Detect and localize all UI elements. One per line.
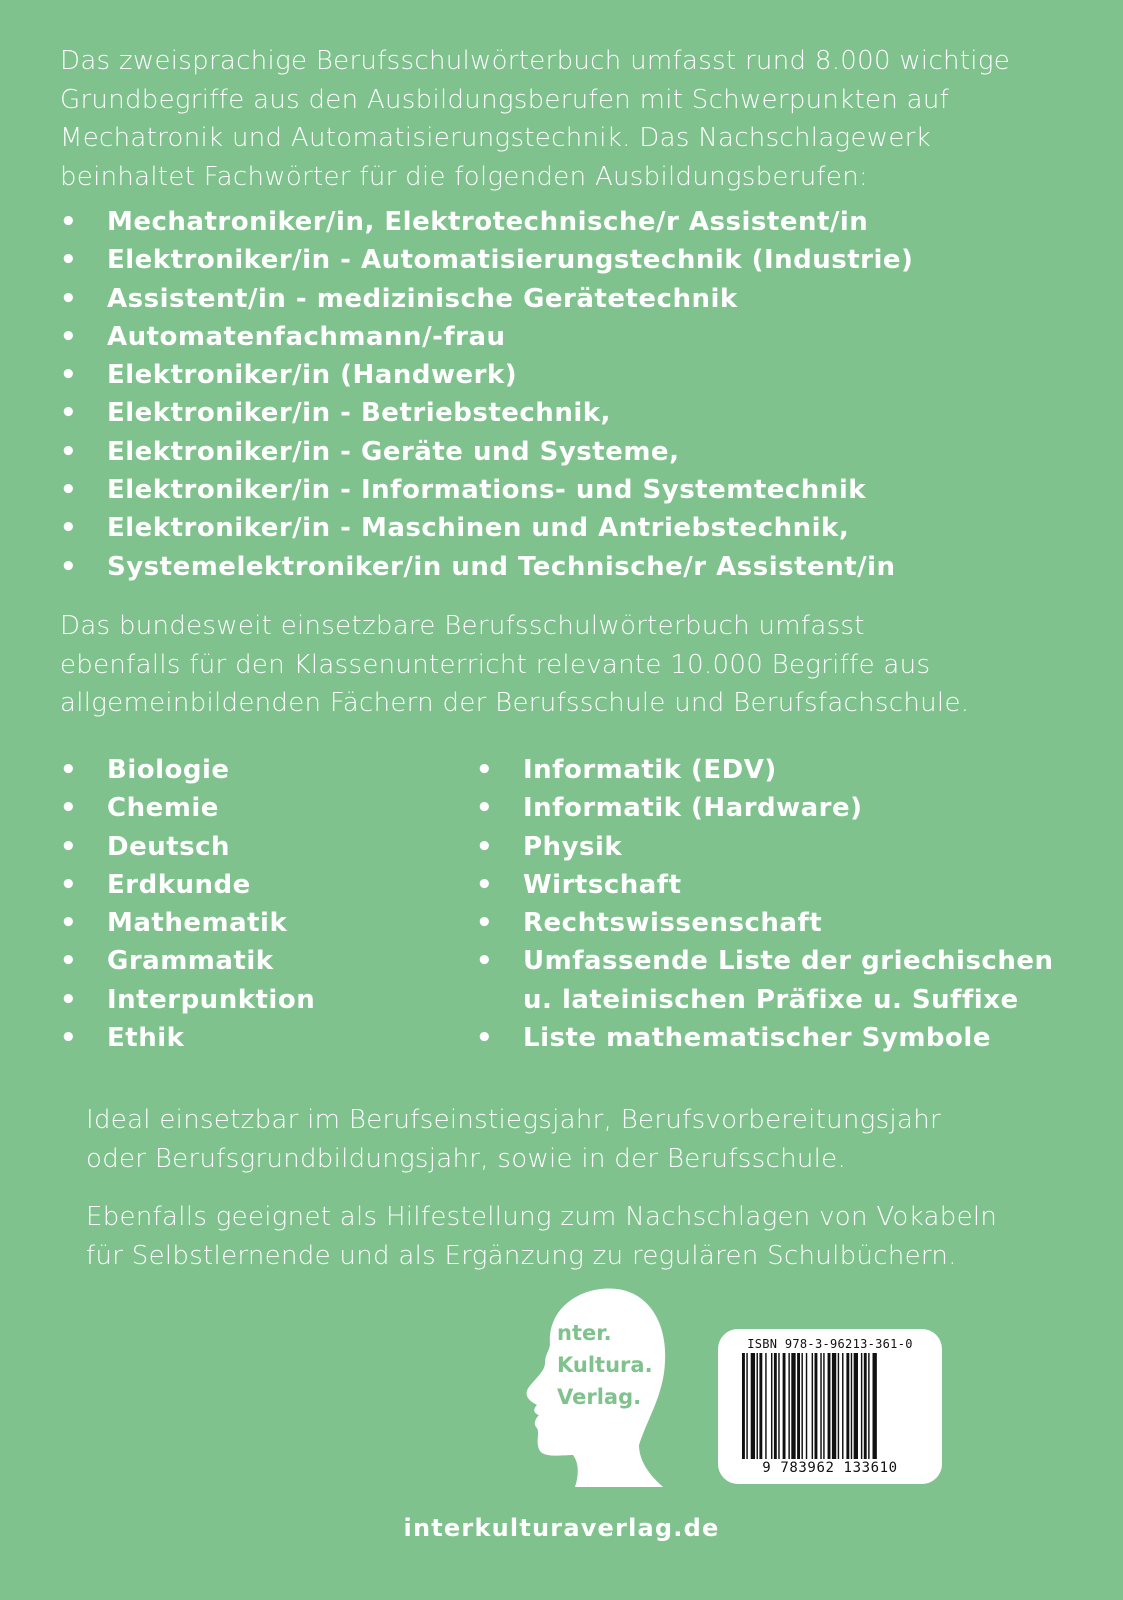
subject-item-continuation: u. lateinischen Präfixe u. Suffixe	[523, 984, 1019, 1015]
barcode-bar	[873, 1353, 877, 1459]
subjects-list-left	[60, 751, 315, 1057]
barcode-bar	[788, 1353, 789, 1459]
profession-item: • Elektroniker/in - Maschinen und Antriebstechnik,	[60, 509, 913, 547]
intro-paragraph	[60, 42, 1080, 196]
barcode-bar	[842, 1353, 843, 1459]
barcode-bar	[864, 1353, 867, 1459]
profession-item: • Elektroniker/in (Handwerk)	[60, 356, 913, 394]
general-subjects-paragraph	[60, 607, 1080, 723]
subject-item: • Informatik (Hardware)	[476, 789, 1054, 827]
barcode-bar	[815, 1353, 818, 1459]
profession-item: • Systemelektroniker/in und Technische/r Assistent/in	[60, 548, 913, 586]
barcode-bar	[771, 1353, 772, 1459]
barcode-bar	[765, 1353, 766, 1459]
subject-item: • Interpunktion	[60, 981, 315, 1019]
profession-item: • Mechatroniker/in, Elektrotechnische/r Assistent/in	[60, 203, 913, 241]
profession-item: • Elektroniker/in - Informations- und Systemtechnik	[60, 471, 913, 509]
ean-digits: 9 783962 133610	[762, 1460, 898, 1476]
logo-line: Verlag.	[557, 1385, 642, 1409]
barcode-bar	[742, 1353, 745, 1459]
usage-paragraph	[86, 1101, 1096, 1178]
usage-line: Ebenfalls geeignet als Hilfestellung zum Nachschlagen von Vokabeln	[86, 1202, 998, 1232]
subject-item: • Ethik	[60, 1019, 315, 1057]
logo-line: nter.	[557, 1321, 612, 1345]
usage-line: oder Berufsgrundbildungsjahr, sowie in der Berufsschule.	[86, 1143, 847, 1174]
intro-line: Mechatronik und Automatisierungstechnik. Das Nachschlagewerk	[60, 123, 931, 153]
barcode-bar	[797, 1353, 800, 1459]
barcode-bar	[746, 1353, 747, 1459]
subject-item: • Grammatik	[60, 942, 315, 980]
intro-line: Das zweisprachige Berufsschulwörterbuch umfasst rund 8.000 wichtige	[60, 46, 1011, 76]
barcode-bar	[778, 1353, 779, 1459]
intro-line: Grundbegriffe aus den Ausbildungsberufen mit Schwerpunkten auf	[60, 84, 950, 115]
professions-list	[60, 203, 913, 586]
subject-item: • Liste mathematischer Symbole	[476, 1019, 1054, 1057]
subject-item: • Chemie	[60, 789, 315, 827]
barcode-bar	[757, 1353, 758, 1459]
barcode-bar	[851, 1353, 852, 1459]
barcode-bar	[783, 1353, 786, 1459]
barcode-bar	[806, 1353, 807, 1459]
profession-item: • Elektroniker/in - Betriebstechnik,	[60, 394, 913, 432]
subject-item: • Informatik (EDV)	[476, 751, 1054, 789]
subjects-list-right	[476, 751, 1054, 1057]
subject-item: • Mathematik	[60, 904, 315, 942]
usage-paragraphs	[86, 1101, 1096, 1295]
barcode-bar	[774, 1353, 777, 1459]
barcode-bar	[861, 1353, 862, 1459]
barcode-bar	[820, 1353, 821, 1459]
profession-item: • Assistent/in - medizinische Gerätetechnik	[60, 280, 913, 318]
subject-item: • Biologie	[60, 751, 315, 789]
barcode-bar	[823, 1353, 824, 1459]
subject-item: • Erdkunde	[60, 866, 315, 904]
isbn-barcode-box	[718, 1329, 942, 1484]
barcode-bar	[801, 1353, 802, 1459]
subject-item: • Rechtswissenschaft	[476, 904, 1054, 942]
paragraph-line: Das bundesweit einsetzbare Berufsschulwörterbuch umfasst	[60, 611, 865, 641]
barcode-bar	[868, 1353, 869, 1459]
usage-line: Ideal einsetzbar im Berufseinstiegsjahr, Berufsvorbereitungsjahr	[86, 1105, 941, 1135]
intro-line: beinhaltet Fachwörter für die folgenden Ausbildungsberufen:	[60, 161, 869, 192]
barcode-bar	[791, 1353, 795, 1459]
paragraph-line: ebenfalls für den Klassenunterricht relevante 10.000 Begriffe aus	[60, 649, 931, 680]
usage-line: für Selbstlernende und als Ergänzung zu regulären Schulbüchern.	[86, 1240, 957, 1271]
subject-item: • Umfassende Liste der griechischen	[476, 942, 1054, 980]
barcode-bar	[812, 1353, 813, 1459]
subject-item: • Deutsch	[60, 828, 315, 866]
barcode-icon	[742, 1353, 918, 1459]
barcode-bar	[838, 1353, 839, 1459]
subject-item: • Physik	[476, 828, 1054, 866]
barcode-bar	[759, 1353, 762, 1459]
barcode-bar	[832, 1353, 836, 1459]
barcode-bar	[751, 1353, 755, 1459]
publisher-logo-text	[557, 1317, 653, 1413]
barcode-bar	[846, 1353, 849, 1459]
logo-line: Kultura.	[557, 1353, 653, 1377]
usage-paragraph	[86, 1198, 1096, 1275]
profession-item: • Elektroniker/in - Geräte und Systeme,	[60, 433, 913, 471]
profession-item: • Elektroniker/in - Automatisierungstechnik (Industrie)	[60, 241, 913, 279]
publisher-website: interkulturaverlag.de	[403, 1514, 720, 1542]
subject-item: • Wirtschaft	[476, 866, 1054, 904]
paragraph-line: allgemeinbildenden Fächern der Berufsschule und Berufsfachschule.	[60, 688, 970, 718]
barcode-bar	[828, 1353, 831, 1459]
barcode-bar	[854, 1353, 858, 1459]
isbn-label: ISBN 978-3-96213-361-0	[747, 1337, 913, 1351]
profession-item: • Automatenfachmann/-frau	[60, 318, 913, 356]
